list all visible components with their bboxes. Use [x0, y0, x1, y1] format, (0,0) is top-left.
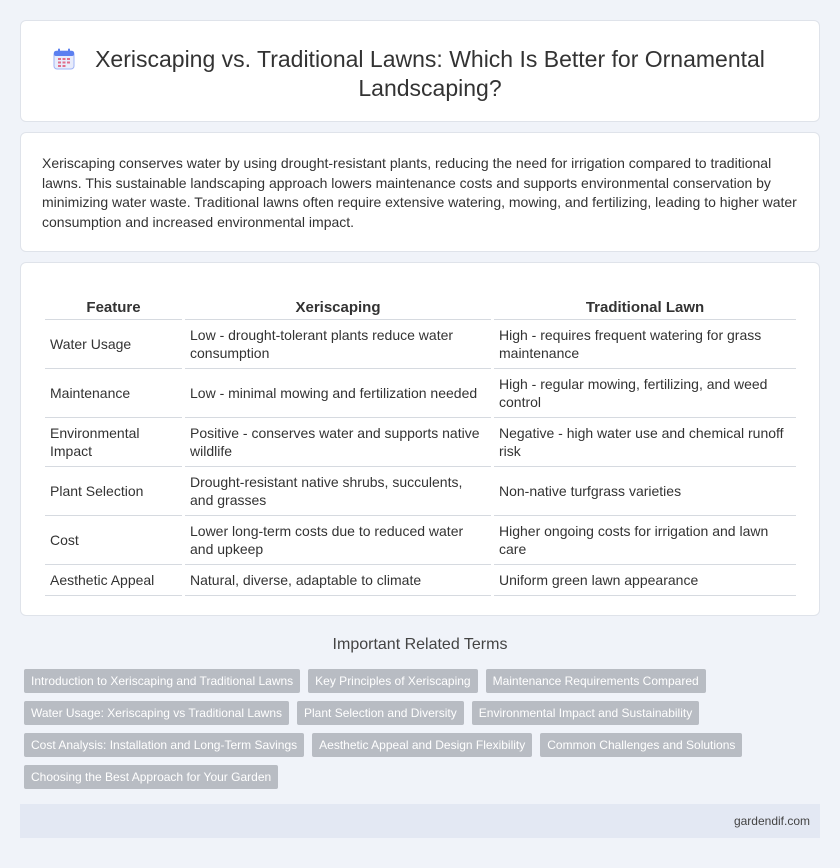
feature-cell: Plant Selection [45, 467, 182, 516]
footer-site-link[interactable]: gardendif.com [733, 814, 810, 828]
table-row [45, 320, 796, 369]
feature-cell: Maintenance [45, 369, 182, 418]
feature-cell: Water Usage [45, 320, 182, 369]
comparison-table [42, 294, 799, 596]
xeriscaping-cell: Low - drought-tolerant plants reduce water consumption [185, 320, 491, 369]
tag-row [24, 669, 814, 693]
related-term-tag[interactable]: Maintenance Requirements Compared [486, 669, 706, 693]
xeriscaping-cell: Lower long-term costs due to reduced water and upkeep [185, 516, 491, 565]
related-terms-list [24, 669, 814, 797]
related-term-tag[interactable]: Choosing the Best Approach for Your Garden [24, 765, 278, 789]
xeriscaping-cell: Drought-resistant native shrubs, succulents, and grasses [185, 467, 491, 516]
footer [20, 804, 820, 838]
xeriscaping-cell: Natural, diverse, adaptable to climate [185, 565, 491, 596]
traditional-lawn-cell: Non-native turfgrass varieties [494, 467, 796, 516]
related-terms-heading: Important Related Terms [332, 636, 508, 653]
header-card [20, 20, 820, 122]
traditional-lawn-cell: High - regular mowing, fertilizing, and weed control [494, 369, 796, 418]
table-row [45, 516, 796, 565]
traditional-lawn-cell: Uniform green lawn appearance [494, 565, 796, 596]
feature-cell: Cost [45, 516, 182, 565]
table-header-row [45, 294, 796, 320]
related-term-tag[interactable]: Plant Selection and Diversity [297, 701, 464, 725]
table-row [45, 467, 796, 516]
header-traditional-lawn: Traditional Lawn [494, 294, 796, 320]
intro-card [20, 132, 820, 252]
related-term-tag[interactable]: Aesthetic Appeal and Design Flexibility [312, 733, 532, 757]
feature-cell: Aesthetic Appeal [45, 565, 182, 596]
header-xeriscaping: Xeriscaping [185, 294, 491, 320]
traditional-lawn-cell: Higher ongoing costs for irrigation and lawn care [494, 516, 796, 565]
intro-paragraph: Xeriscaping conserves water by using drought-resistant plants, reducing the need for irrigation compared to traditional lawns. This sustainable landscaping approach lowers maintenance costs and supports environmental conservation by minimizing water waste. Traditional lawns often require extensive watering, mowing, and fertilizing, leading to higher water consumption and increased environmental impact. [42, 155, 797, 230]
feature-cell: Environmental Impact [45, 418, 182, 467]
related-term-tag[interactable]: Introduction to Xeriscaping and Traditional Lawns [24, 669, 300, 693]
xeriscaping-cell: Low - minimal mowing and fertilization needed [185, 369, 491, 418]
table-row [45, 565, 796, 596]
related-term-tag[interactable]: Environmental Impact and Sustainability [472, 701, 699, 725]
tag-row [24, 701, 814, 725]
tag-row [24, 733, 814, 757]
tag-row [24, 765, 814, 789]
related-term-tag[interactable]: Key Principles of Xeriscaping [308, 669, 477, 693]
traditional-lawn-cell: High - requires frequent watering for grass maintenance [494, 320, 796, 369]
related-term-tag[interactable]: Cost Analysis: Installation and Long-Term Savings [24, 733, 304, 757]
page-title: Xeriscaping vs. Traditional Lawns: Which Is Better for Ornamental Landscaping? [95, 46, 765, 101]
header-feature: Feature [45, 294, 182, 320]
related-term-tag[interactable]: Common Challenges and Solutions [540, 733, 742, 757]
traditional-lawn-cell: Negative - high water use and chemical runoff risk [494, 418, 796, 467]
related-term-tag[interactable]: Water Usage: Xeriscaping vs Traditional Lawns [24, 701, 289, 725]
table-row [45, 369, 796, 418]
comparison-card [20, 262, 820, 616]
xeriscaping-cell: Positive - conserves water and supports native wildlife [185, 418, 491, 467]
table-row [45, 418, 796, 467]
